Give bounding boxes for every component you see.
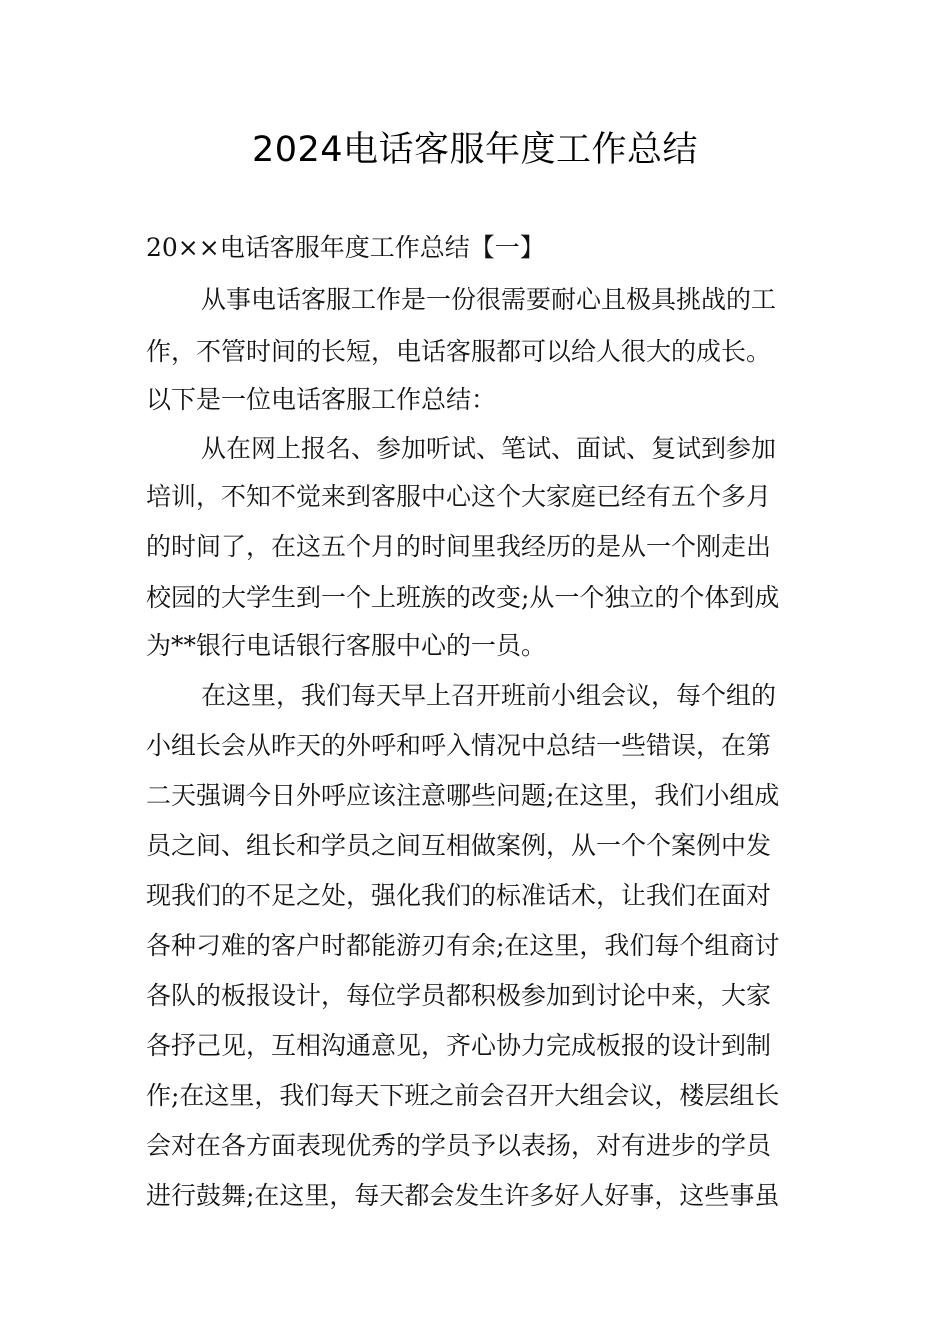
text-line: 各种刁难的客户时都能游刃有余;在这里，我们每个组商讨 xyxy=(146,931,780,960)
text-line: 的时间了，在这五个月的时间里我经历的是从一个刚走出 xyxy=(146,532,772,561)
text-line: 作;在这里，我们每天下班之前会召开大组会议，楼层组长 xyxy=(146,1081,780,1110)
text-line: 二天强调今日外呼应该注意哪些问题;在这里，我们小组成 xyxy=(146,781,780,810)
text-line: 在这里，我们每天早上召开班前小组会议，每个组的 xyxy=(201,681,777,710)
text-line: 各抒己见，互相沟通意见，齐心协力完成板报的设计到制 xyxy=(146,1031,772,1060)
text-line: 从事电话客服工作是一份很需要耐心且极具挑战的工 xyxy=(201,285,777,314)
text-line: 校园的大学生到一个上班族的改变;从一个独立的个体到成 xyxy=(146,583,780,612)
document-title: 2024电话客服年度工作总结 xyxy=(251,130,699,170)
text-line: 为**银行电话银行客服中心的一员。 xyxy=(146,631,547,660)
text-line: 从在网上报名、参加听试、笔试、面试、复试到参加 xyxy=(201,434,777,463)
text-line: 小组长会从昨天的外呼和呼入情况中总结一些错误，在第 xyxy=(146,731,772,760)
text-line: 各队的板报设计，每位学员都积极参加到讨论中来，大家 xyxy=(146,981,772,1010)
text-line: 现我们的不足之处，强化我们的标准话术，让我们在面对 xyxy=(146,881,772,910)
text-line: 培训，不知不觉来到客服中心这个大家庭已经有五个多月 xyxy=(146,482,772,511)
text-line: 会对在各方面表现优秀的学员予以表扬，对有进步的学员 xyxy=(146,1131,772,1160)
text-line: 以下是一位电话客服工作总结： xyxy=(146,385,497,414)
text-line: 员之间、组长和学员之间互相做案例，从一个个案例中发 xyxy=(146,831,772,860)
text-line: 作，不管时间的长短，电话客服都可以给人很大的成长。 xyxy=(146,337,772,366)
text-line: 进行鼓舞;在这里，每天都会发生许多好人好事，这些事虽 xyxy=(146,1181,780,1210)
section-subheading: 20××电话客服年度工作总结【一】 xyxy=(146,233,545,262)
